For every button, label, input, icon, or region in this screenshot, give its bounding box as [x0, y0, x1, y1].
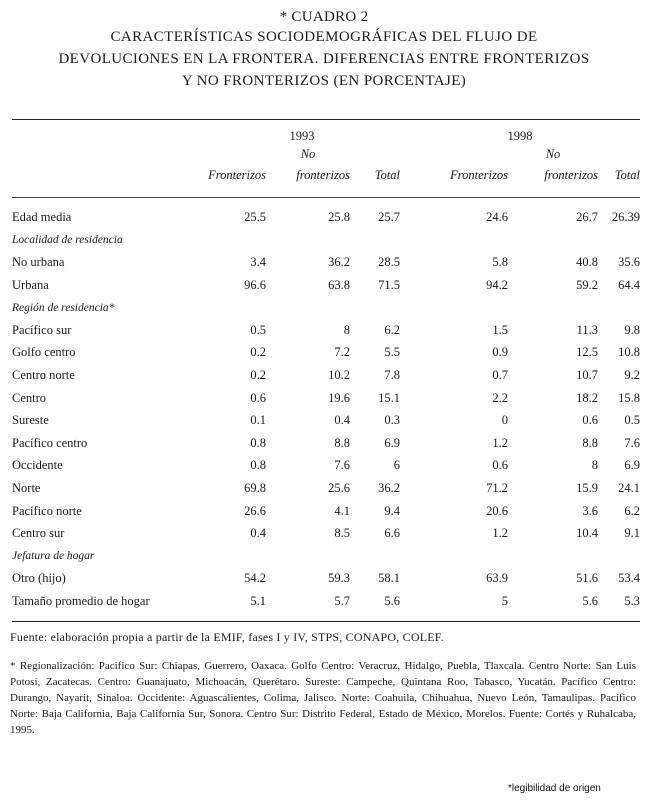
table-cell: 5: [501, 593, 508, 608]
table-row: [12, 319, 640, 342]
header-no-1993: No: [300, 147, 316, 161]
table-cell: 71.2: [486, 480, 508, 495]
table-cell: 0.3: [384, 413, 400, 428]
source-note: Fuente: elaboración propia a partir de la EMIF, fases I y IV, STPS, CONAPO, COLEF.: [10, 630, 444, 644]
table-cell: 5.1: [250, 593, 266, 608]
table-cell: 0.4: [250, 526, 266, 541]
table-cell: 36.2: [328, 254, 350, 269]
table-cell: 0.5: [250, 322, 266, 337]
table-cell: 8.8: [334, 435, 350, 450]
table-cell: 0.1: [250, 413, 266, 428]
table-cell: 64.4: [618, 277, 640, 292]
header-no-fronterizos-1993: fronterizos: [296, 167, 350, 182]
row-label: Pacífico norte: [12, 503, 82, 518]
table-cell: 5.6: [384, 593, 400, 608]
year-1993: 1993: [289, 128, 315, 143]
table-cell: 69.8: [244, 480, 266, 495]
row-label: Golfo centro: [12, 345, 76, 360]
row-label: Centro: [12, 390, 47, 405]
table-cell: 10.7: [576, 367, 598, 382]
table-cell: 6.9: [624, 458, 640, 473]
title-line-1: CARACTERÍSTICAS SOCIODEMOGRÁFICAS DEL FLUJO DE: [110, 29, 538, 45]
table-cell: 26.39: [611, 209, 640, 224]
table-cell: 9.8: [624, 322, 640, 337]
section-row: [12, 229, 640, 252]
table-cell: 15.8: [618, 390, 640, 405]
table-cell: 6.6: [384, 526, 400, 541]
table-cell: 0: [501, 413, 508, 428]
section-label: Localidad de residencia: [12, 233, 123, 246]
table-cell: 0.2: [250, 367, 266, 382]
table-cell: 19.6: [328, 390, 350, 405]
header-no-row: [12, 146, 640, 163]
table-cell: 7.6: [624, 435, 640, 450]
table-cell: 1.2: [492, 435, 508, 450]
table-cell: 40.8: [576, 254, 598, 269]
row-label: Occidente: [12, 458, 63, 473]
table-cell: 9.2: [624, 367, 640, 382]
table-cell: 5.3: [624, 593, 640, 608]
table-cell: 25.7: [378, 209, 400, 224]
table-cell: 25.8: [328, 209, 350, 224]
table-cell: 0.6: [250, 390, 266, 405]
section-label: Jefatura de hogar: [12, 550, 95, 563]
row-label: Urbana: [12, 277, 49, 292]
table-cell: 6: [393, 458, 400, 473]
table-cell: 0.6: [582, 413, 598, 428]
table-cell: 0.7: [492, 367, 508, 382]
table-cell: 6.2: [624, 503, 640, 518]
table-cell: 0.2: [250, 345, 266, 360]
table-cell: 54.2: [244, 571, 266, 586]
title-line-2: DEVOLUCIONES EN LA FRONTERA. DIFERENCIAS ENTRE FRONTERIZOS: [58, 51, 590, 67]
table-cell: 25.6: [328, 480, 350, 495]
table-row: [12, 522, 640, 545]
row-label: Centro norte: [12, 367, 75, 382]
table-row: [12, 387, 640, 410]
header-total-1998: Total: [614, 167, 640, 182]
table-cell: 10.8: [618, 345, 640, 360]
table-cell: 59.3: [328, 571, 350, 586]
table-cell: 63.8: [328, 277, 350, 292]
table-cell: 26.7: [576, 209, 598, 224]
table-cell: 8.8: [582, 435, 598, 450]
table-cell: 24.6: [486, 209, 508, 224]
table-cell: 3.4: [250, 254, 266, 269]
row-label: Norte: [12, 480, 41, 495]
row-label: Pacífico sur: [12, 322, 72, 337]
table-cell: 5.7: [334, 593, 350, 608]
row-label: Centro sur: [12, 526, 65, 541]
table-row: [12, 206, 640, 229]
column-header-row: [12, 163, 640, 198]
table-cell: 59.2: [576, 277, 598, 292]
table-number: * CUADRO 2: [279, 9, 369, 25]
table-row: [12, 500, 640, 523]
section-row: [12, 296, 640, 319]
table-row: [12, 590, 640, 613]
row-label: Pacífico centro: [12, 435, 88, 450]
table-cell: 8: [343, 322, 350, 337]
table-cell: 8: [591, 458, 598, 473]
table-cell: 0.6: [492, 458, 508, 473]
table-cell: 0.9: [492, 345, 508, 360]
table-cell: 1.2: [492, 526, 508, 541]
table-cell: 0.4: [334, 413, 350, 428]
header-no-1998: No: [545, 147, 561, 161]
table-cell: 0.5: [624, 413, 640, 428]
table-cell: 10.4: [576, 526, 598, 541]
table-cell: 20.6: [486, 503, 508, 518]
table-cell: 0.8: [250, 435, 266, 450]
row-label: Tamaño promedio de hogar: [12, 593, 150, 608]
table-row: [12, 364, 640, 387]
year-1998: 1998: [507, 128, 533, 143]
table-cell: 5.8: [492, 254, 508, 269]
table-cell: 71.5: [378, 277, 400, 292]
table-cell: 8.5: [334, 526, 350, 541]
year-header-row: [12, 120, 640, 146]
row-label: Edad media: [12, 209, 72, 224]
header-total-1993: Total: [374, 167, 400, 182]
data-table: [12, 119, 640, 622]
title-line-3: Y NO FRONTERIZOS (EN PORCENTAJE): [181, 73, 467, 89]
table-cell: 35.6: [618, 254, 640, 269]
table-cell: 10.2: [328, 367, 350, 382]
table-cell: 5.6: [582, 593, 598, 608]
table-cell: 15.1: [378, 390, 400, 405]
table-cell: 36.2: [378, 480, 400, 495]
table-cell: 9.1: [624, 526, 640, 541]
table-cell: 96.6: [244, 277, 266, 292]
table-cell: 12.5: [576, 345, 598, 360]
table-cell: 18.2: [576, 390, 598, 405]
table-row: [12, 432, 640, 455]
table-cell: 6.2: [384, 322, 400, 337]
table-cell: 2.2: [492, 390, 508, 405]
section-label: Región de residencia*: [12, 301, 115, 314]
table-cell: 94.2: [486, 277, 508, 292]
table-cell: 25.5: [244, 209, 266, 224]
table-cell: 9.4: [384, 503, 400, 518]
table-cell: 7.6: [334, 458, 350, 473]
table-row: [12, 342, 640, 365]
table-row: [12, 477, 640, 500]
table-cell: 28.5: [378, 254, 400, 269]
table-cell: 24.1: [618, 480, 640, 495]
table-cell: 5.5: [384, 345, 400, 360]
table-cell: 4.1: [334, 503, 350, 518]
table-cell: 1.5: [492, 322, 508, 337]
table-cell: 58.1: [378, 571, 400, 586]
table-cell: 7.2: [334, 345, 350, 360]
table-cell: 51.6: [576, 571, 598, 586]
table-cell: 53.4: [618, 571, 640, 586]
header-fronterizos-1993: Fronterizos: [208, 167, 266, 182]
section-row: [12, 545, 640, 568]
regionalization-footnote: * Regionalización: Pacífico Sur: Chiapas, Guerrero, Oaxaca. Golfo Centro: Veracruz, Hidalgo, Puebla, Tlaxcala. Centro Norte: San Luis Potosí, Zacatecas. Centro: Guanajuato, Michoacán, Querétaro. Sureste: Campeche, Quintana Roo, Tabasco, Yucatán. Pacífico Centro: Durango, Nayarit, Sinaloa. Occidente: Aguascalientes, Colima, Jalisco. Norte: Coahuila, Chihuahua, Nuevo León, Tamaulipas. Pacífico Norte: Baja California, Baja California Sur, Sonora. Centro Sur: Distrito Federal, Estado de México, Morelos. Fuente: Cortés y Ruhalcaba, 1995.: [10, 660, 636, 736]
table-cell: 11.3: [576, 322, 598, 337]
table-cell: 15.9: [576, 480, 598, 495]
legibility-note: *legibilidad de origen: [508, 783, 601, 794]
table-row: [12, 455, 640, 478]
table-row: [12, 274, 640, 297]
table-title-block: [0, 8, 648, 92]
header-no-fronterizos-1998: fronterizos: [544, 167, 598, 182]
table-row: [12, 251, 640, 274]
table-cell: 63.9: [486, 571, 508, 586]
table-cell: 6.9: [384, 435, 400, 450]
row-label: No urbana: [12, 254, 65, 269]
table-cell: 7.8: [384, 367, 400, 382]
header-fronterizos-1998: Fronterizos: [450, 167, 508, 182]
row-label: Sureste: [12, 413, 49, 428]
table-cell: 3.6: [582, 503, 598, 518]
table-cell: 26.6: [244, 503, 266, 518]
row-label: Otro (hijo): [12, 571, 66, 586]
table-row: [12, 568, 640, 591]
table-cell: 0.8: [250, 458, 266, 473]
table-row: [12, 409, 640, 432]
